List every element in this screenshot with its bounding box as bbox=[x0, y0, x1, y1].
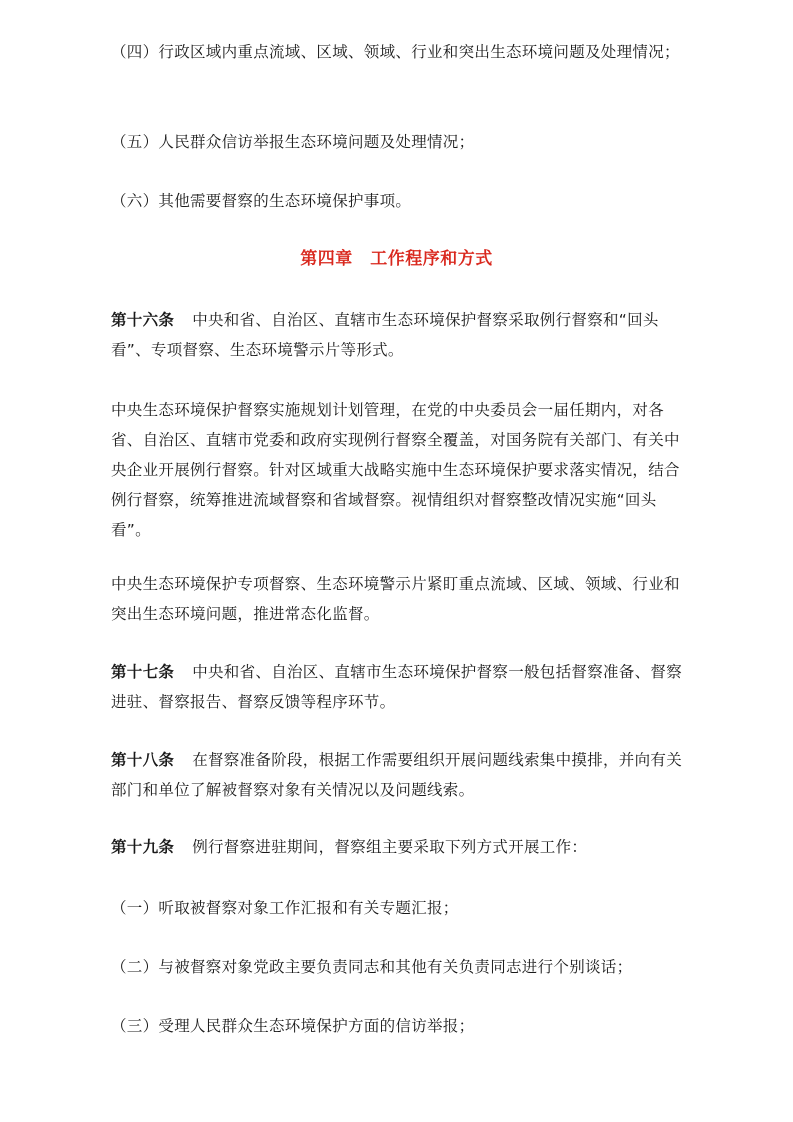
article-19 bbox=[111, 832, 689, 862]
article-19-text: 例行督察进驻期间，督察组主要采取下列方式开展工作： bbox=[192, 838, 588, 856]
article-17-text: 中央和省、自治区、直辖市生态环境保护督察一般包括督察准备、督察进驻、督察报告、督察反馈等程序环节。 bbox=[111, 663, 683, 711]
article-16-number: 第十六条 bbox=[111, 311, 175, 329]
article-18-number: 第十八条 bbox=[111, 751, 175, 769]
article-16 bbox=[111, 305, 689, 365]
paragraph-inspection-planning: 中央生态环境保护督察实施规划计划管理，在党的中央委员会一届任期内，对各省、自治区、直辖市党委和政府实现例行督察全覆盖，对国务院有关部门、有关中央企业开展例行督察。针对区域重大战略实施中生态环境保护要求落实情况，结合例行督察，统筹推进流域督察和省域督察。视情组织对督察整改情况实施“回头看”。 bbox=[111, 401, 680, 539]
item-six: （六）其他需要督察的生态环境保护事项。 bbox=[111, 192, 412, 210]
method-three: （三）受理人民群众生态环境保护方面的信访举报； bbox=[111, 1017, 475, 1035]
article-16-text: 中央和省、自治区、直辖市生态环境保护督察采取例行督察和“回头看”、专项督察、生态环境警示片等形式。 bbox=[111, 311, 659, 359]
article-18 bbox=[111, 745, 689, 805]
method-two: （二）与被督察对象党政主要负责同志和其他有关负责同志进行个别谈话； bbox=[111, 958, 633, 976]
article-17 bbox=[111, 657, 689, 717]
article-19-number: 第十九条 bbox=[111, 838, 175, 856]
article-18-text: 在督察准备阶段，根据工作需要组织开展问题线索集中摸排，并向有关部门和单位了解被督察对象有关情况以及问题线索。 bbox=[111, 751, 683, 799]
method-one: （一）听取被督察对象工作汇报和有关专题汇报； bbox=[111, 899, 459, 917]
item-four: （四）行政区域内重点流域、区域、领域、行业和突出生态环境问题及处理情况； bbox=[111, 43, 680, 61]
article-17-number: 第十七条 bbox=[111, 663, 175, 681]
paragraph-special-inspection: 中央生态环境保护专项督察、生态环境警示片紧盯重点流域、区域、领域、行业和突出生态环境问题，推进常态化监督。 bbox=[111, 575, 680, 623]
item-five: （五）人民群众信访举报生态环境问题及处理情况； bbox=[111, 133, 475, 151]
chapter-title: 第四章 工作程序和方式 bbox=[300, 249, 493, 269]
